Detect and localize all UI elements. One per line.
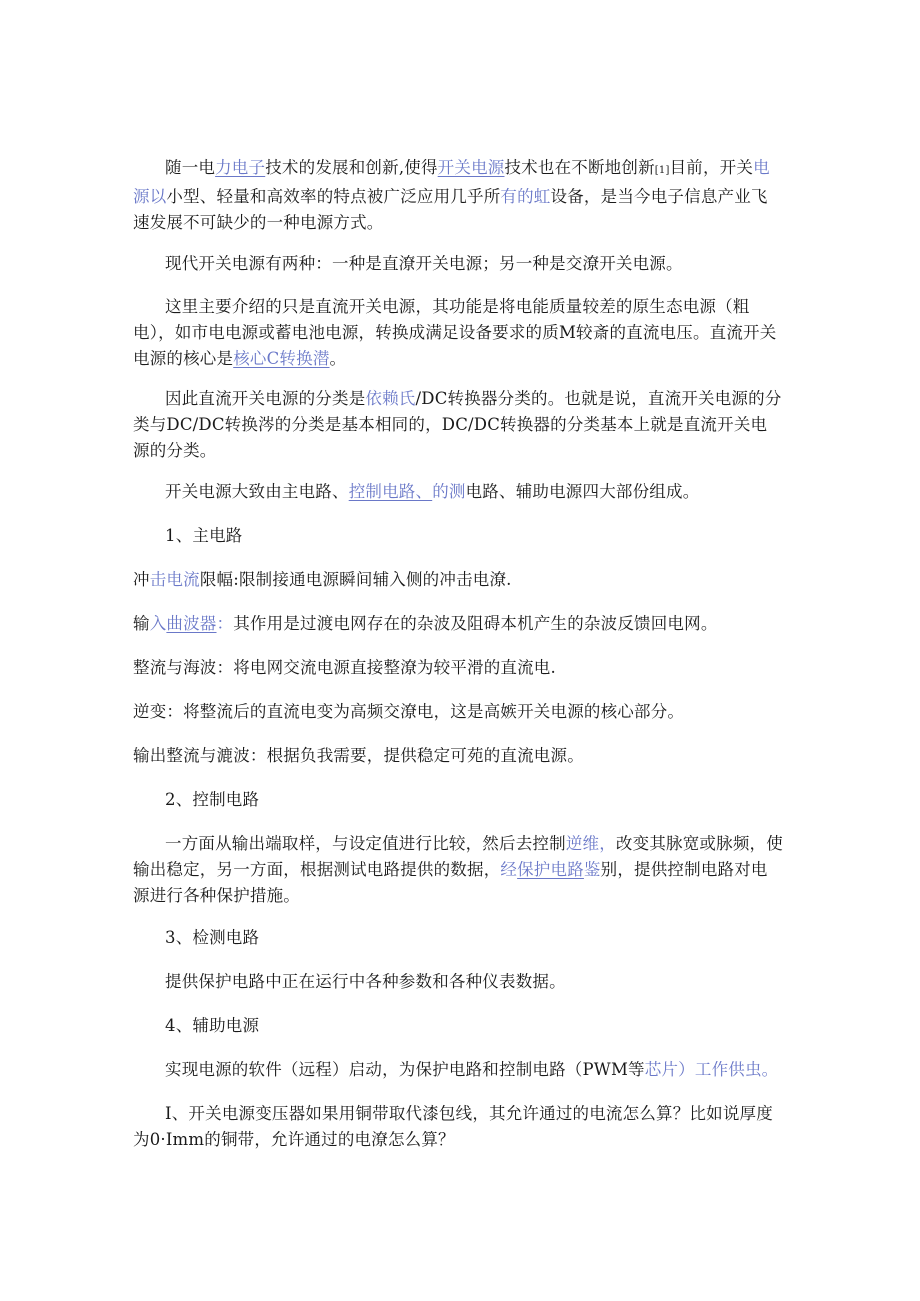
link-control-circuit[interactable]: 控制电路、 <box>348 482 433 501</box>
link-inrush-current[interactable]: 击电流 <box>149 570 200 589</box>
link-inverse[interactable]: 逆维， <box>565 834 616 853</box>
link-identify[interactable]: 鉴 <box>583 860 601 879</box>
paragraph-classification: 因此直流开关电源的分类是依赖氏/DC转换器分类的。也就是说，直流开关电源的分类与DC/DC转换涔的分类是基本相同的，DC/DC转换器的分类基本上就是直流开关电源的分类。 <box>133 389 782 460</box>
heading-detection-circuit: 3、检测电路 <box>165 928 260 947</box>
link-power-supply[interactable]: 电源以 <box>133 158 770 206</box>
link-switching-power-supply[interactable]: 开关电源 <box>437 158 505 177</box>
paragraph-input-filter: 输入曲波器：其作用是过渡电网存在的杂波及阻碍本机产生的杂波反馈回电网。 <box>133 614 718 633</box>
paragraph-two-types: 现代开关电源有两种：一种是直潦开关电源；另一种是交潦开关电源。 <box>165 254 683 273</box>
paragraph-control: 一方面从输出端取样，与设定值进行比较，然后去控制逆维，改变其脉宽或脉频，使输出稳定，另一方面，根据测试电路提供的数据，经保护电路鉴别，提供控制电路对电源进行各种保护措施。 <box>133 834 783 905</box>
paragraph-question: I、开关电源变压器如果用铜带取代漆包线，其允许通过的电流怎么算？比如说厚度为0·Imm的铜带，允许通过的电潦怎么算？ <box>133 1104 773 1149</box>
paragraph-rectifier: 整流与海波：将电网交流电源直接整潦为较平滑的直流电. <box>133 658 556 677</box>
link-chip[interactable]: 芯片）工作供虫。 <box>644 1060 779 1079</box>
link-via[interactable]: 经 <box>500 860 518 879</box>
paragraph-inverter: 逆变：将整流后的直流电变为高频交潦电，这是高嫉开关电源的核心部分。 <box>133 702 685 721</box>
citation-mark: [1] <box>654 165 670 176</box>
heading-main-circuit: 1、主电路 <box>165 526 243 545</box>
link-filter[interactable]: 曲波器 <box>166 614 217 633</box>
paragraph-inrush: 冲击电流限幅:限制接通电源瞬间辅入侧的冲击电潦. <box>133 570 512 589</box>
link-detection[interactable]: 的测 <box>432 482 466 501</box>
link-depends[interactable]: 依赖氏 <box>365 389 416 408</box>
link-protection-circuit[interactable]: 保护电路 <box>517 860 584 879</box>
paragraph-dc-supply: 这里主要介绍的只是直流开关电源，其功能是将电能质量较差的原生态电源（粗电），如市电电源或蓄电池电源，转换成满足设备要求的质M较斎的直流电压。直流开关电源的核心是核心C转换潜。 <box>133 297 777 368</box>
paragraph-intro: 随一电力电子技术的发展和创新,使得开关电源技术也在不断地创新[1]目前，开关电源以小型、轻量和高效率的特点被广泛应用几乎所有的虹设备，是当今电子信息产业飞速发展不可缺少的一种电源方式。 <box>133 158 770 232</box>
heading-auxiliary-power: 4、辅助电源 <box>165 1016 260 1035</box>
paragraph-detection: 提供保护电路中正在运行中各种参数和各种仪表数据。 <box>165 972 566 991</box>
paragraph-components: 开关电源大致由主电路、控制电路、的测电路、辅助电源四大部份组成。 <box>165 482 700 501</box>
paragraph-output: 输出整流与漉波：根据负我需要，提供稳定可苑的直流电源。 <box>133 746 584 765</box>
link-power-electronics[interactable]: 力电子 <box>215 158 266 177</box>
link-devices[interactable]: 有的虹 <box>500 187 551 206</box>
heading-control-circuit: 2、控制电路 <box>165 790 260 809</box>
paragraph-auxiliary: 实现电源的软件（远程）启动，为保护电路和控制电路（PWM等芯片）工作供虫。 <box>165 1060 779 1079</box>
link-core-converter[interactable]: 核心C转换潜 <box>233 349 330 368</box>
link-input[interactable]: 入 <box>149 614 167 633</box>
